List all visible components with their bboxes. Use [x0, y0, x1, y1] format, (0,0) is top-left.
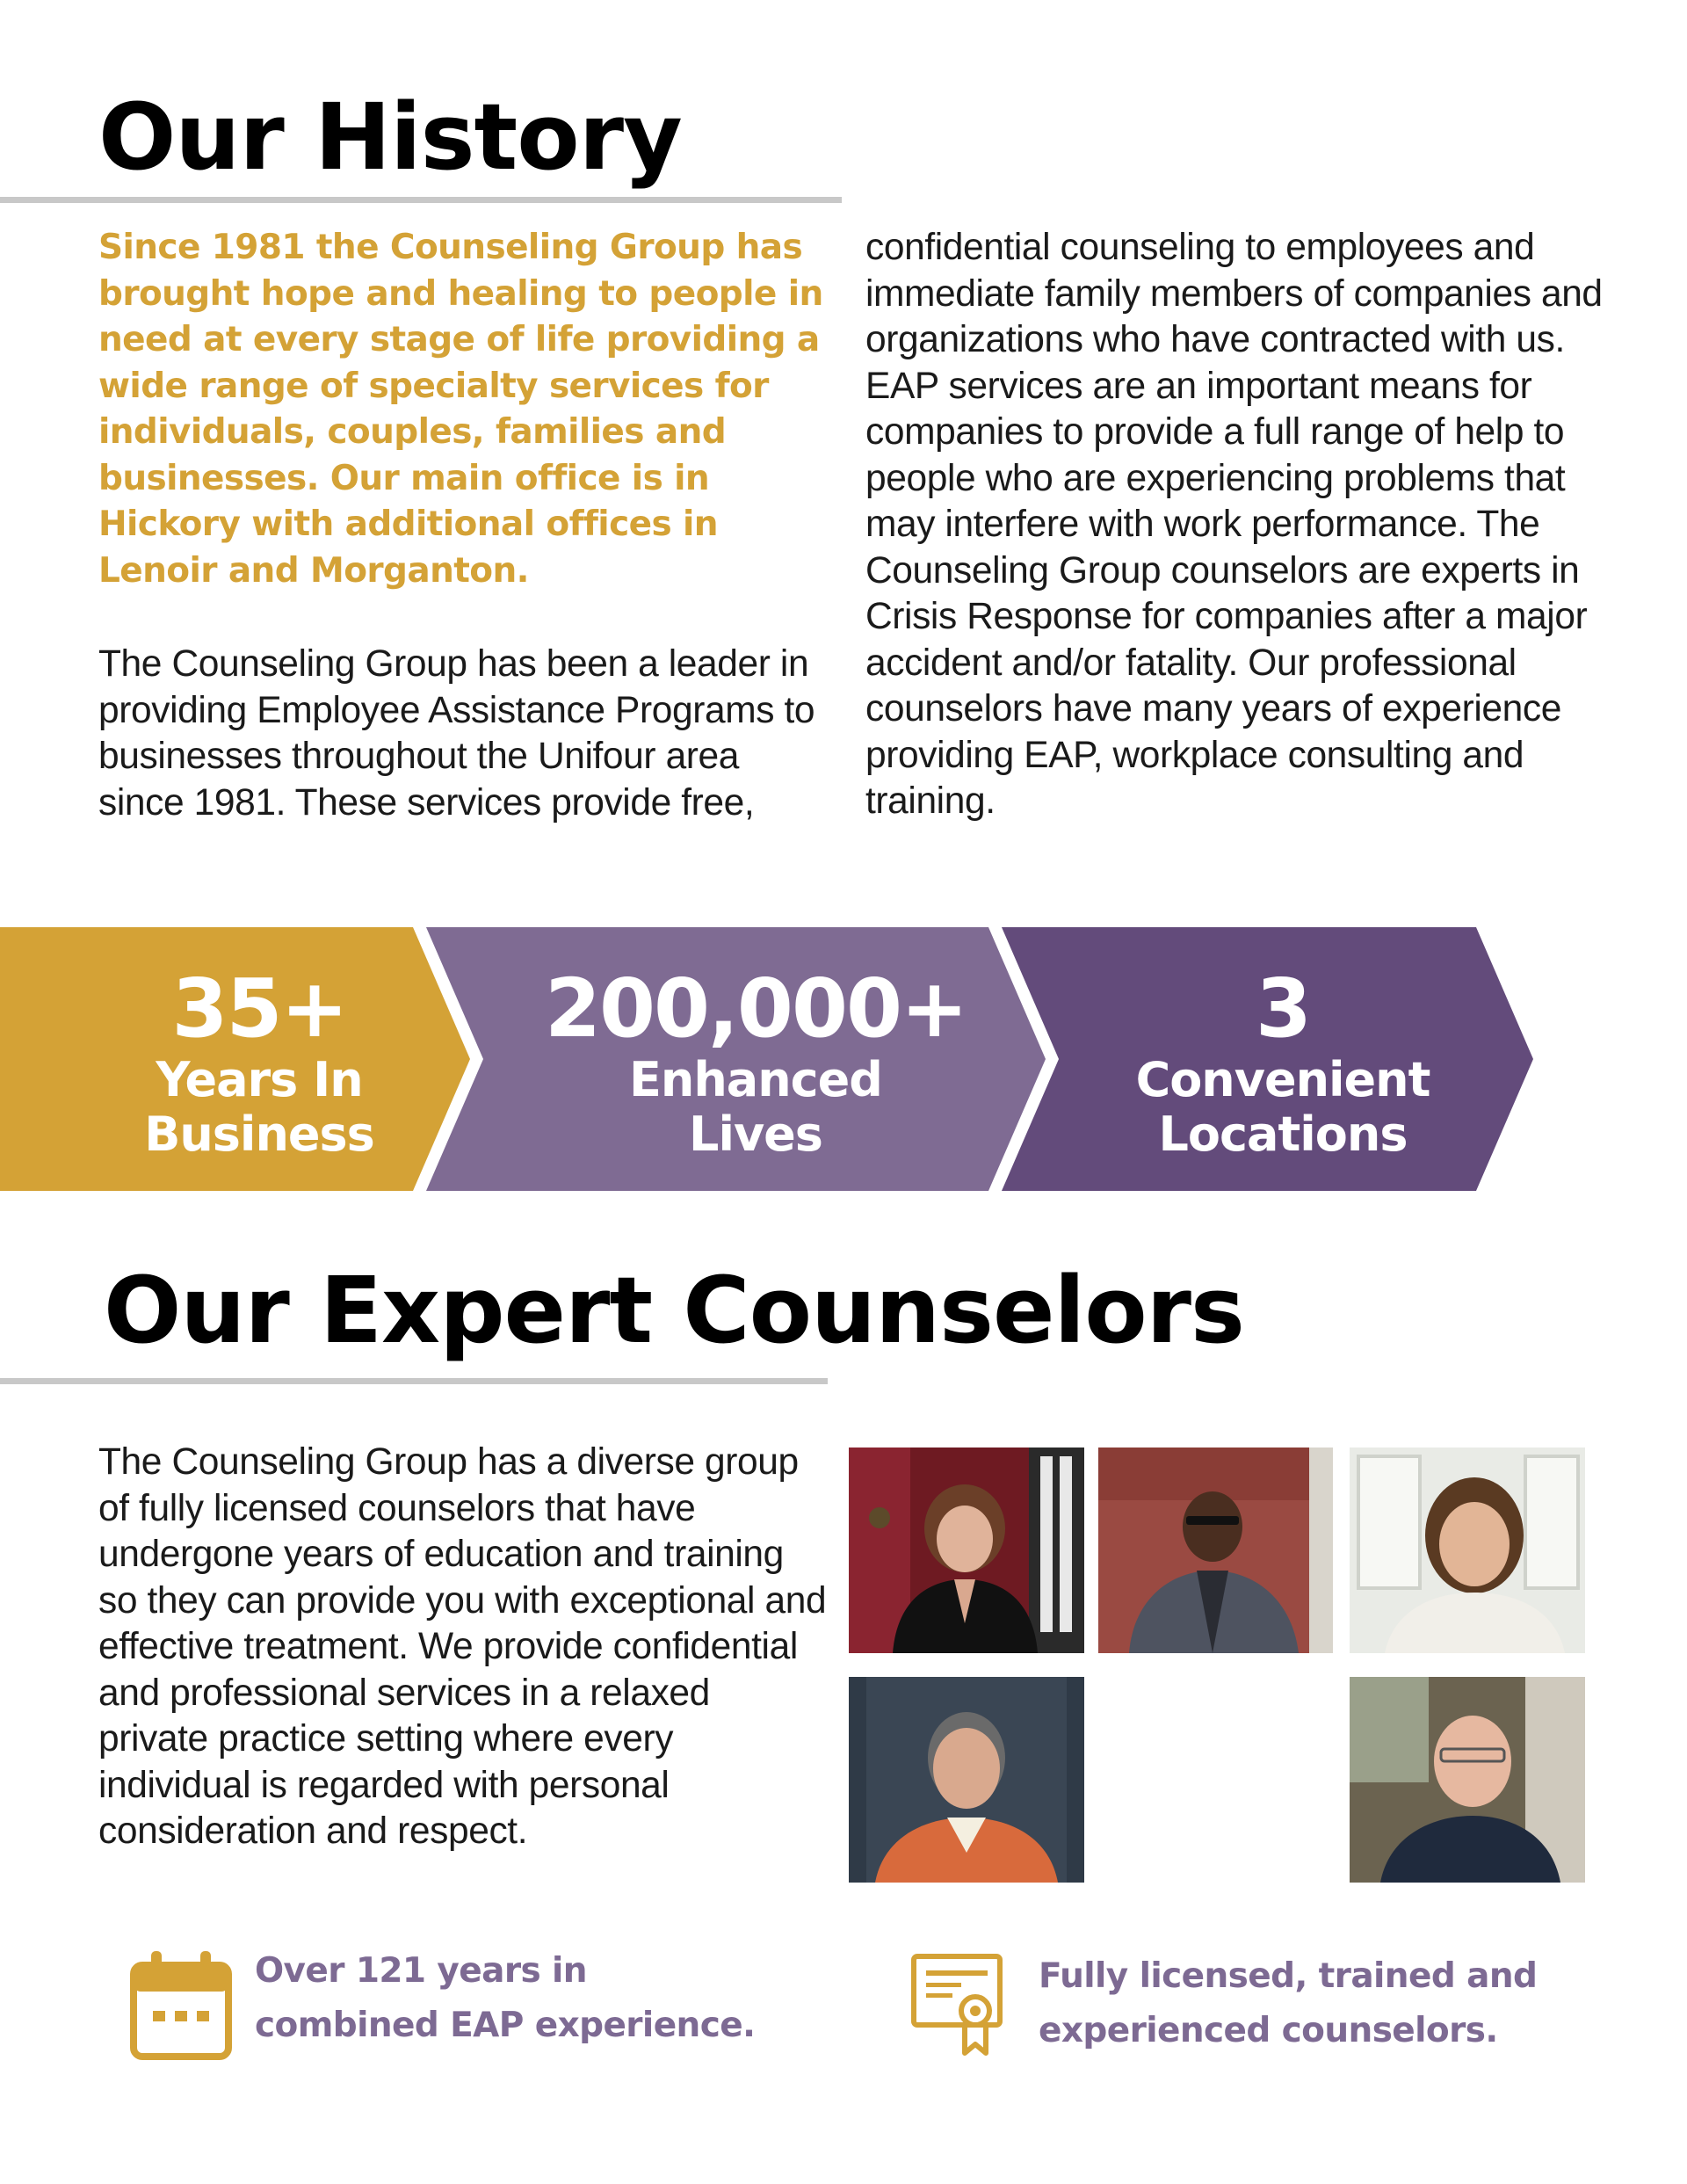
feature-experience: [255, 1944, 755, 2053]
history-body-right: confidential counseling to employees and immediate family members of companies and organizations who have contracted with us. EAP services are an important means for companies to provide a full range of help to people who are experiencing problems that may interfere with work performance. The Counseling Group counselors are experts in Crisis Response for companies after a major accident and/or fatality. Our professional counselors have many years of experience providing EAP, workplace consulting and training.: [865, 227, 1603, 822]
stat-lives: [510, 961, 1002, 1162]
stat-number: 35+: [171, 961, 347, 1056]
feature-licensed: [1039, 1949, 1537, 2058]
feature-line2: experienced counselors.: [1039, 2011, 1498, 2050]
feature-line2: combined EAP experience.: [255, 2006, 756, 2045]
history-title: Our History: [98, 83, 682, 191]
stat-number: 200,000+: [544, 961, 967, 1056]
certificate-icon: [910, 1953, 1003, 2057]
counselors-divider: [0, 1378, 828, 1384]
counselor-photo: [849, 1677, 1084, 1883]
counselors-body: The Counseling Group has a diverse group of fully licensed counselors that have undergone years of education and training so they can provide you with exceptional and effective treatment. We provide confidential and professional services in a relaxed private practice setting where every individual is regarded with personal consideration and respect.: [98, 1441, 827, 1852]
counselor-photo: [849, 1448, 1084, 1653]
feature-line1: Fully licensed, trained and: [1039, 1956, 1538, 1996]
stat-label-line1: Enhanced: [629, 1052, 882, 1107]
calendar-icon: [130, 1949, 232, 2060]
stat-label-line2: Lives: [689, 1107, 822, 1162]
history-body-left: The Counseling Group has been a leader in providing Employee Assistance Programs to businesses throughout the Unifour area since 1981. These services provide free,: [98, 643, 815, 824]
counselors-title: Our Expert Counselors: [104, 1257, 1244, 1364]
stat-label-line1: Years In: [156, 1052, 363, 1107]
counselor-photo: [1098, 1448, 1333, 1653]
history-intro: Since 1981 the Counseling Group has brought hope and healing to people in need at every stage of life providing a wide range of specialty services for individuals, couples, families and businesses. Our main office is in Hickory with additional offices in Lenoir and Morganton.: [98, 228, 823, 591]
counselor-photo: [1350, 1448, 1585, 1653]
stat-years: [114, 961, 404, 1162]
stat-locations: [1063, 961, 1502, 1162]
stat-number: 3: [1255, 961, 1310, 1056]
feature-line1: Over 121 years in: [255, 1951, 587, 1991]
stat-label-line2: Business: [144, 1107, 374, 1162]
stat-label-line2: Locations: [1158, 1107, 1408, 1162]
counselor-photo: [1350, 1677, 1585, 1883]
history-divider: [0, 197, 842, 203]
stat-label-line1: Convenient: [1135, 1052, 1430, 1107]
